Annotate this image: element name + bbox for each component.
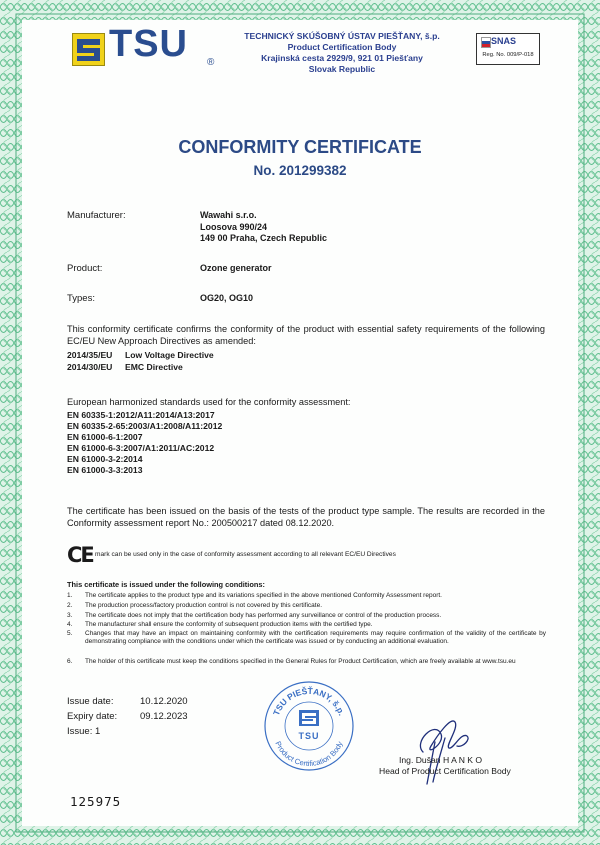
slovak-flag-icon [481,37,491,48]
standard-item: EN 61000-3-2:2014 [67,454,143,464]
manufacturer-label: Manufacturer: [67,210,126,221]
standard-item: EN 61000-6-3:2007/A1:2011/AC:2012 [67,443,215,453]
directive-name: Low Voltage Directive [125,350,214,360]
ce-mark-icon: CE [67,543,93,567]
issuer-country: Slovak Republic [308,64,376,74]
accreditation-name: SNAS [491,36,517,46]
expiry-date: 09.12.2023 [140,711,188,722]
condition-text: The holder of this certificate must keep the conditions specified in the General Rules for Product Certification, which are freely available at www.tsu.eu [85,658,516,665]
product-label: Product: [67,263,103,274]
condition-number: 2. [67,602,73,609]
manufacturer-city: 149 00 Praha, Czech Republic [200,233,328,243]
condition-number: 5. [67,630,73,637]
condition-text: The certificate does not imply that the certification body has performed any surveillance or control of the production process. [85,612,442,619]
conditions-heading: This certificate is issued under the following conditions: [67,580,265,589]
manufacturer-value [200,210,327,245]
directive-code: 2014/30/EU [67,362,113,372]
serial-number: 125975 [70,794,122,809]
condition-number: 1. [67,592,73,599]
official-stamp [263,680,355,772]
issuer-address: Krajinská cesta 2929/9, 921 01 Piešťany [261,53,423,63]
basis-paragraph: The certificate has been issued on the basis of the tests of the product type sample. The results are recorded in the Conformity assessment report No.: 200500217 dated 08.12.2020. [67,506,545,528]
types-value: OG20, OG10 [200,293,254,303]
tsu-logo-icon [73,34,104,65]
product-value: Ozone generator [200,263,272,273]
stamp-bottom-text: Product Certification Body [273,739,345,769]
ce-mark-text: mark can be used only in the case of conformity assessment according to all relevant EC/EU Directives [95,551,396,558]
page-title: CONFORMITY CERTIFICATE [178,137,422,157]
condition-text: Changes that may have an impact on maintaining conformity with the certification requirements may require confirmation of the validity of the certificate by demonstrating compliance with the conditions under which the certificate was issued or by conducting an additional evaluation. [85,630,546,646]
signatory-role: Head of Product Certification Body [379,766,511,776]
manufacturer-name: Wawahi s.r.o. [200,210,257,220]
stamp-center-text: TSU [298,731,320,741]
logo-text: TSU [109,23,188,65]
stamp-top-text: TSU PIEŠŤANY, š.p. [271,685,348,717]
body-name: Product Certification Body [287,42,397,52]
condition-text: The production process/factory production control is not covered by this certificate. [85,602,323,609]
condition-text: The manufacturer shall ensure the conformity of subsequent production items with the certified type. [85,621,373,628]
expiry-date-label: Expiry date: [67,711,118,722]
condition-text: The certificate applies to the product type and its variations specified in the above mentioned Conformity Assessment report. [85,592,442,599]
signatory-name: Ing. Dušan H A N K O [399,755,483,765]
issue-number: Issue: 1 [67,726,101,737]
manufacturer-street: Loosova 990/24 [200,221,268,232]
issue-date-label: Issue date: [67,696,114,707]
standard-item: EN 60335-1:2012/A11:2014/A13:2017 [67,410,215,420]
issue-date: 10.12.2020 [140,696,188,707]
registered-mark: ® [207,57,215,68]
standard-item: EN 60335-2-65:2003/A1:2008/A11:2012 [67,421,223,431]
condition-number: 3. [67,612,73,619]
accreditation-reg: Reg. No. 009/P-018 [482,52,534,58]
standard-item: EN 61000-3-3:2013 [67,465,143,475]
institute-name: TECHNICKÝ SKÚŠOBNÝ ÚSTAV PIEŠŤANY, š.p. [244,31,440,41]
condition-number: 6. [67,658,73,665]
issuer-header [230,31,454,75]
certificate-number: No. 201299382 [253,163,347,178]
accreditation-badge [476,33,540,65]
directive-code: 2014/35/EU [67,350,113,360]
condition-number: 4. [67,621,73,628]
directive-name: EMC Directive [125,362,183,372]
types-label: Types: [67,293,95,304]
tsu-logo-mark [72,33,105,66]
standard-item: EN 61000-6-1:2007 [67,432,143,442]
standards-intro: European harmonized standards used for the conformity assessment: [67,397,351,407]
conformity-paragraph: This conformity certificate confirms the conformity of the product with essential safety requirements of the following EC/EU New Approach Directives as amended: [67,324,545,346]
